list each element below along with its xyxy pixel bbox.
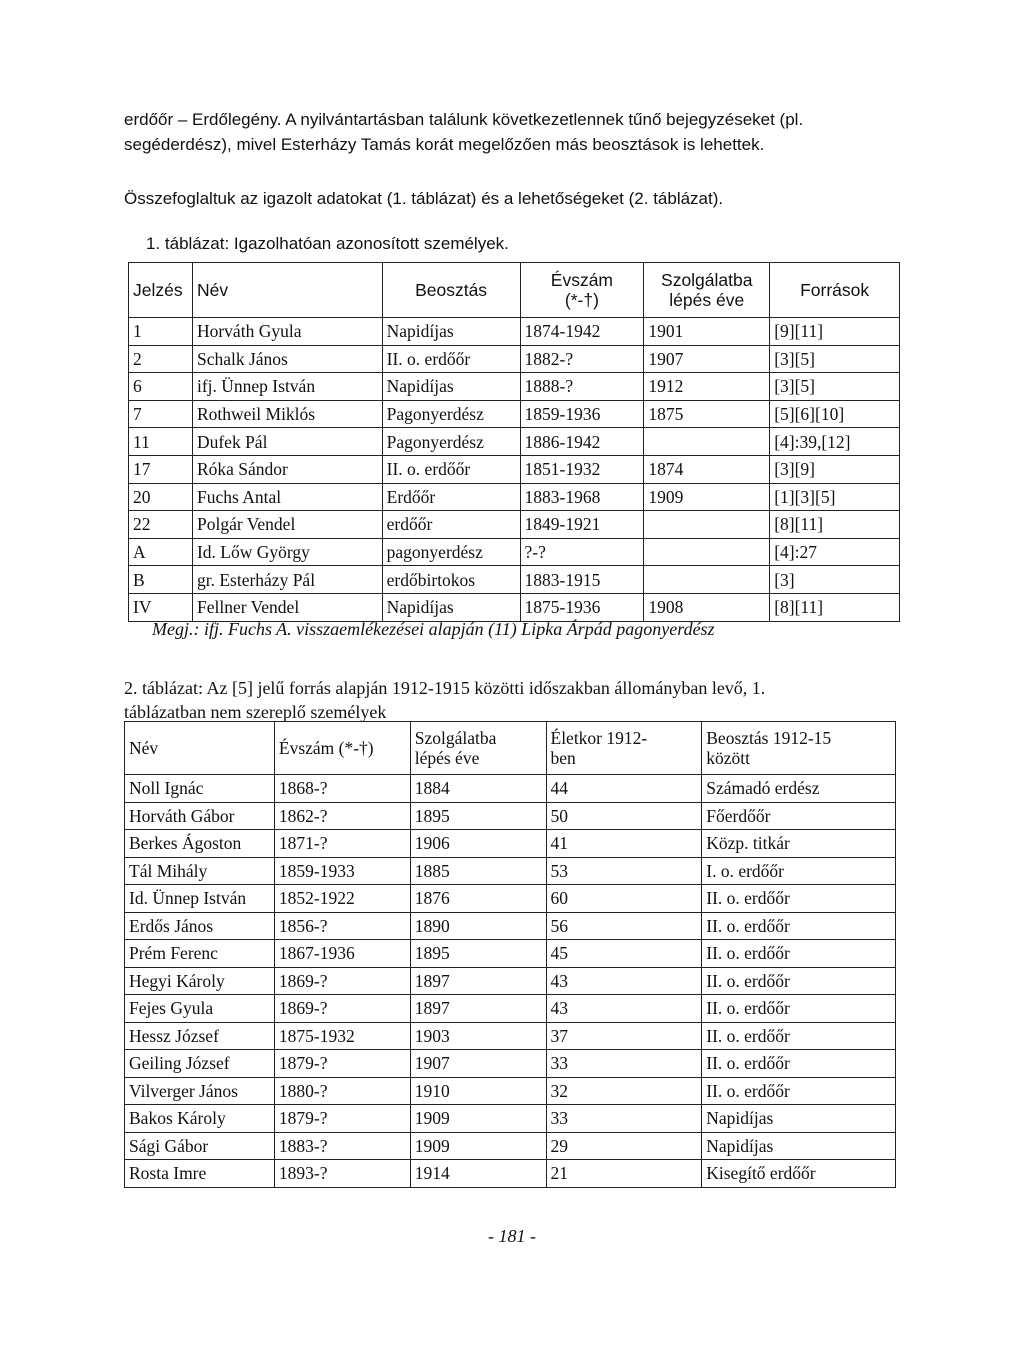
cell-szolgalat — [644, 566, 770, 594]
table-row — [125, 1022, 896, 1050]
cell-beosztas: Pagonyerdész — [382, 428, 520, 456]
table-row — [129, 566, 900, 594]
cell-szolgalat: 1912 — [644, 373, 770, 401]
cell-evszam: 1883-? — [274, 1132, 410, 1160]
cell-evszam: 1868-? — [274, 775, 410, 803]
header-beosztas-line2: között — [706, 748, 750, 768]
cell-beosztas: Napidíjas — [702, 1132, 896, 1160]
cell-eletkor: 45 — [546, 940, 702, 968]
table-row — [125, 1050, 896, 1078]
cell-evszam: 1852-1922 — [274, 885, 410, 913]
cell-szolgalat: 1897 — [410, 995, 546, 1023]
header-szolgalat — [644, 263, 770, 318]
table1-note: Megj.: ifj. Fuchs A. visszaemlékezései alapján (11) Lipka Árpád pagonyerdész — [152, 619, 715, 639]
cell-nev: Horváth Gábor — [125, 802, 275, 830]
table-row — [125, 1132, 896, 1160]
table-row — [125, 995, 896, 1023]
cell-evszam: 1888-? — [520, 373, 644, 401]
table-row — [125, 1160, 896, 1188]
cell-beosztas: II. o. erdőőr — [702, 1077, 896, 1105]
cell-szolgalat: 1897 — [410, 967, 546, 995]
cell-nev: Fuchs Antal — [192, 483, 382, 511]
cell-jelzes: 20 — [129, 483, 193, 511]
cell-evszam: 1883-1968 — [520, 483, 644, 511]
cell-evszam: 1859-1933 — [274, 857, 410, 885]
cell-szolgalat: 1906 — [410, 830, 546, 858]
intro-line: erdőőr – Erdőlegény. A nyilvántartásban találunk következetlennek tűnő bejegyzéseket (pl. — [124, 110, 804, 129]
cell-jelzes: 22 — [129, 511, 193, 539]
header-szolgalat-line2: lépés éve — [669, 290, 745, 310]
cell-evszam: 1879-? — [274, 1050, 410, 1078]
header-szolgalat — [410, 722, 546, 775]
cell-forrasok: [9][11] — [770, 318, 900, 346]
cell-forrasok: [3] — [770, 566, 900, 594]
cell-szolgalat: 1910 — [410, 1077, 546, 1105]
intro-paragraph — [124, 107, 904, 157]
cell-nev: Róka Sándor — [192, 455, 382, 483]
cell-beosztas: II. o. erdőőr — [702, 885, 896, 913]
table-row — [125, 1105, 896, 1133]
cell-eletkor: 41 — [546, 830, 702, 858]
cell-szolgalat — [644, 428, 770, 456]
cell-eletkor: 37 — [546, 1022, 702, 1050]
header-evszam: Évszám (*-†) — [274, 722, 410, 775]
cell-beosztas: II. o. erdőőr — [702, 995, 896, 1023]
cell-beosztas: II. o. erdőőr — [382, 345, 520, 373]
cell-eletkor: 44 — [546, 775, 702, 803]
cell-beosztas: Napidíjas — [382, 373, 520, 401]
table-row — [129, 593, 900, 621]
cell-beosztas: Kisegítő erdőőr — [702, 1160, 896, 1188]
cell-nev: Rothweil Miklós — [192, 400, 382, 428]
cell-eletkor: 53 — [546, 857, 702, 885]
cell-jelzes: 2 — [129, 345, 193, 373]
table2-body — [125, 775, 896, 1188]
page-number: - 181 - — [488, 1226, 536, 1246]
cell-jelzes: 7 — [129, 400, 193, 428]
cell-nev: Erdős János — [125, 912, 275, 940]
header-eletkor-line2: ben — [550, 748, 576, 768]
cell-beosztas: pagonyerdész — [382, 538, 520, 566]
cell-szolgalat: 1909 — [644, 483, 770, 511]
cell-nev: Id. Ünnep István — [125, 885, 275, 913]
cell-nev: Noll Ignác — [125, 775, 275, 803]
cell-beosztas: Közp. titkár — [702, 830, 896, 858]
cell-beosztas: Pagonyerdész — [382, 400, 520, 428]
cell-szolgalat — [644, 511, 770, 539]
cell-nev: gr. Esterházy Pál — [192, 566, 382, 594]
cell-nev: Hessz József — [125, 1022, 275, 1050]
table-row — [125, 830, 896, 858]
cell-eletkor: 43 — [546, 967, 702, 995]
cell-jelzes: 1 — [129, 318, 193, 346]
cell-eletkor: 32 — [546, 1077, 702, 1105]
table-row — [129, 538, 900, 566]
cell-forrasok: [3][5] — [770, 373, 900, 401]
cell-beosztas: II. o. erdőőr — [702, 967, 896, 995]
cell-nev: Sági Gábor — [125, 1132, 275, 1160]
table-row — [125, 940, 896, 968]
cell-evszam: ?-? — [520, 538, 644, 566]
cell-nev: Fellner Vendel — [192, 593, 382, 621]
cell-beosztas: Napidíjas — [382, 593, 520, 621]
cell-eletkor: 50 — [546, 802, 702, 830]
header-szolgalat-line2: lépés éve — [414, 748, 480, 768]
cell-nev: Geiling József — [125, 1050, 275, 1078]
cell-beosztas: Erdőőr — [382, 483, 520, 511]
cell-eletkor: 21 — [546, 1160, 702, 1188]
header-szolgalat-line1: Szolgálatba — [661, 270, 753, 290]
table1-body — [129, 318, 900, 622]
table-row — [125, 912, 896, 940]
header-beosztas: Beosztás — [382, 263, 520, 318]
header-nev: Név — [125, 722, 275, 775]
cell-szolgalat: 1909 — [410, 1132, 546, 1160]
cell-forrasok: [1][3][5] — [770, 483, 900, 511]
cell-evszam: 1893-? — [274, 1160, 410, 1188]
cell-evszam: 1883-1915 — [520, 566, 644, 594]
table-row — [129, 483, 900, 511]
cell-eletkor: 56 — [546, 912, 702, 940]
cell-nev: Polgár Vendel — [192, 511, 382, 539]
cell-beosztas: Számadó erdész — [702, 775, 896, 803]
table2-caption — [124, 676, 904, 724]
table1-caption: 1. táblázat: Igazolhatóan azonosított személyek. — [146, 234, 509, 253]
cell-szolgalat: 1908 — [644, 593, 770, 621]
cell-szolgalat: 1901 — [644, 318, 770, 346]
cell-evszam: 1859-1936 — [520, 400, 644, 428]
cell-beosztas: erdőőr — [382, 511, 520, 539]
cell-forrasok: [3][5] — [770, 345, 900, 373]
cell-evszam: 1862-? — [274, 802, 410, 830]
cell-eletkor: 60 — [546, 885, 702, 913]
table2-caption-line: táblázatban nem szereplő személyek — [124, 702, 387, 722]
cell-jelzes: 6 — [129, 373, 193, 401]
cell-evszam: 1875-1932 — [274, 1022, 410, 1050]
header-eletkor — [546, 722, 702, 775]
cell-evszam: 1856-? — [274, 912, 410, 940]
cell-szolgalat: 1907 — [410, 1050, 546, 1078]
cell-jelzes: A — [129, 538, 193, 566]
cell-nev: Schalk János — [192, 345, 382, 373]
table-row — [125, 775, 896, 803]
cell-beosztas: erdőbirtokos — [382, 566, 520, 594]
cell-szolgalat — [644, 538, 770, 566]
table-row — [129, 511, 900, 539]
header-beosztas — [702, 722, 896, 775]
cell-nev: Horváth Gyula — [192, 318, 382, 346]
cell-jelzes: IV — [129, 593, 193, 621]
cell-evszam: 1867-1936 — [274, 940, 410, 968]
header-evszam-line1: Évszám — [550, 270, 614, 290]
cell-evszam: 1880-? — [274, 1077, 410, 1105]
cell-jelzes: 17 — [129, 455, 193, 483]
table-row — [125, 802, 896, 830]
cell-jelzes: B — [129, 566, 193, 594]
cell-evszam: 1869-? — [274, 995, 410, 1023]
cell-szolgalat: 1874 — [644, 455, 770, 483]
cell-szolgalat: 1876 — [410, 885, 546, 913]
cell-szolgalat: 1884 — [410, 775, 546, 803]
table-row — [129, 428, 900, 456]
cell-nev: ifj. Ünnep István — [192, 373, 382, 401]
table-row — [129, 455, 900, 483]
table-row — [129, 373, 900, 401]
cell-szolgalat: 1903 — [410, 1022, 546, 1050]
table1 — [128, 262, 900, 622]
cell-nev: Prém Ferenc — [125, 940, 275, 968]
table-row — [125, 1077, 896, 1105]
cell-beosztas: II. o. erdőőr — [702, 912, 896, 940]
table-row — [129, 345, 900, 373]
cell-szolgalat: 1895 — [410, 940, 546, 968]
cell-jelzes: 11 — [129, 428, 193, 456]
table-row — [125, 967, 896, 995]
cell-szolgalat: 1914 — [410, 1160, 546, 1188]
cell-evszam: 1875-1936 — [520, 593, 644, 621]
cell-forrasok: [5][6][10] — [770, 400, 900, 428]
cell-szolgalat: 1890 — [410, 912, 546, 940]
table1-header-row — [129, 263, 900, 318]
cell-beosztas: II. o. erdőőr — [702, 1050, 896, 1078]
header-evszam — [520, 263, 644, 318]
cell-nev: Tál Mihály — [125, 857, 275, 885]
cell-beosztas: Napidíjas — [382, 318, 520, 346]
table2-caption-line: 2. táblázat: Az [5] jelű forrás alapján 1912-1915 közötti időszakban állományban levő, 1. — [124, 678, 766, 698]
cell-szolgalat: 1895 — [410, 802, 546, 830]
cell-nev: Bakos Károly — [125, 1105, 275, 1133]
cell-evszam: 1849-1921 — [520, 511, 644, 539]
header-szolgalat-line1: Szolgálatba — [414, 728, 497, 748]
cell-evszam: 1879-? — [274, 1105, 410, 1133]
cell-forrasok: [8][11] — [770, 511, 900, 539]
cell-eletkor: 33 — [546, 1050, 702, 1078]
cell-szolgalat: 1907 — [644, 345, 770, 373]
header-forrasok: Források — [770, 263, 900, 318]
cell-nev: Vilverger János — [125, 1077, 275, 1105]
cell-nev: Fejes Gyula — [125, 995, 275, 1023]
header-nev: Név — [192, 263, 382, 318]
cell-forrasok: [4]:39,[12] — [770, 428, 900, 456]
cell-forrasok: [3][9] — [770, 455, 900, 483]
cell-nev: Hegyi Károly — [125, 967, 275, 995]
cell-nev: Berkes Ágoston — [125, 830, 275, 858]
table2-header-row — [125, 722, 896, 775]
cell-evszam: 1886-1942 — [520, 428, 644, 456]
cell-beosztas: Napidíjas — [702, 1105, 896, 1133]
cell-evszam: 1871-? — [274, 830, 410, 858]
table-row — [129, 400, 900, 428]
cell-beosztas: II. o. erdőőr — [702, 1022, 896, 1050]
header-eletkor-line1: Életkor 1912- — [550, 728, 648, 748]
cell-eletkor: 33 — [546, 1105, 702, 1133]
header-jelzes: Jelzés — [129, 263, 193, 318]
cell-szolgalat: 1885 — [410, 857, 546, 885]
cell-eletkor: 29 — [546, 1132, 702, 1160]
table-row — [129, 318, 900, 346]
cell-evszam: 1874-1942 — [520, 318, 644, 346]
cell-szolgalat: 1909 — [410, 1105, 546, 1133]
cell-szolgalat: 1875 — [644, 400, 770, 428]
intro-line: segéderdész), mivel Esterházy Tamás korát megelőzően más beosztások is lehettek. — [124, 135, 765, 154]
cell-nev: Rosta Imre — [125, 1160, 275, 1188]
cell-evszam: 1882-? — [520, 345, 644, 373]
summary-paragraph: Összefoglaltuk az igazolt adatokat (1. táblázat) és a lehetőségeket (2. táblázat). — [124, 189, 724, 208]
cell-eletkor: 43 — [546, 995, 702, 1023]
table-row — [125, 885, 896, 913]
table-row — [125, 857, 896, 885]
cell-beosztas: II. o. erdőőr — [382, 455, 520, 483]
cell-nev: Id. Lőw György — [192, 538, 382, 566]
cell-beosztas: Főerdőőr — [702, 802, 896, 830]
header-beosztas-line1: Beosztás 1912-15 — [706, 728, 832, 748]
cell-forrasok: [8][11] — [770, 593, 900, 621]
cell-beosztas: I. o. erdőőr — [702, 857, 896, 885]
cell-evszam: 1869-? — [274, 967, 410, 995]
cell-evszam: 1851-1932 — [520, 455, 644, 483]
table2 — [124, 721, 896, 1188]
cell-forrasok: [4]:27 — [770, 538, 900, 566]
header-evszam-line2: (*-†) — [564, 290, 599, 310]
cell-nev: Dufek Pál — [192, 428, 382, 456]
cell-beosztas: II. o. erdőőr — [702, 940, 896, 968]
